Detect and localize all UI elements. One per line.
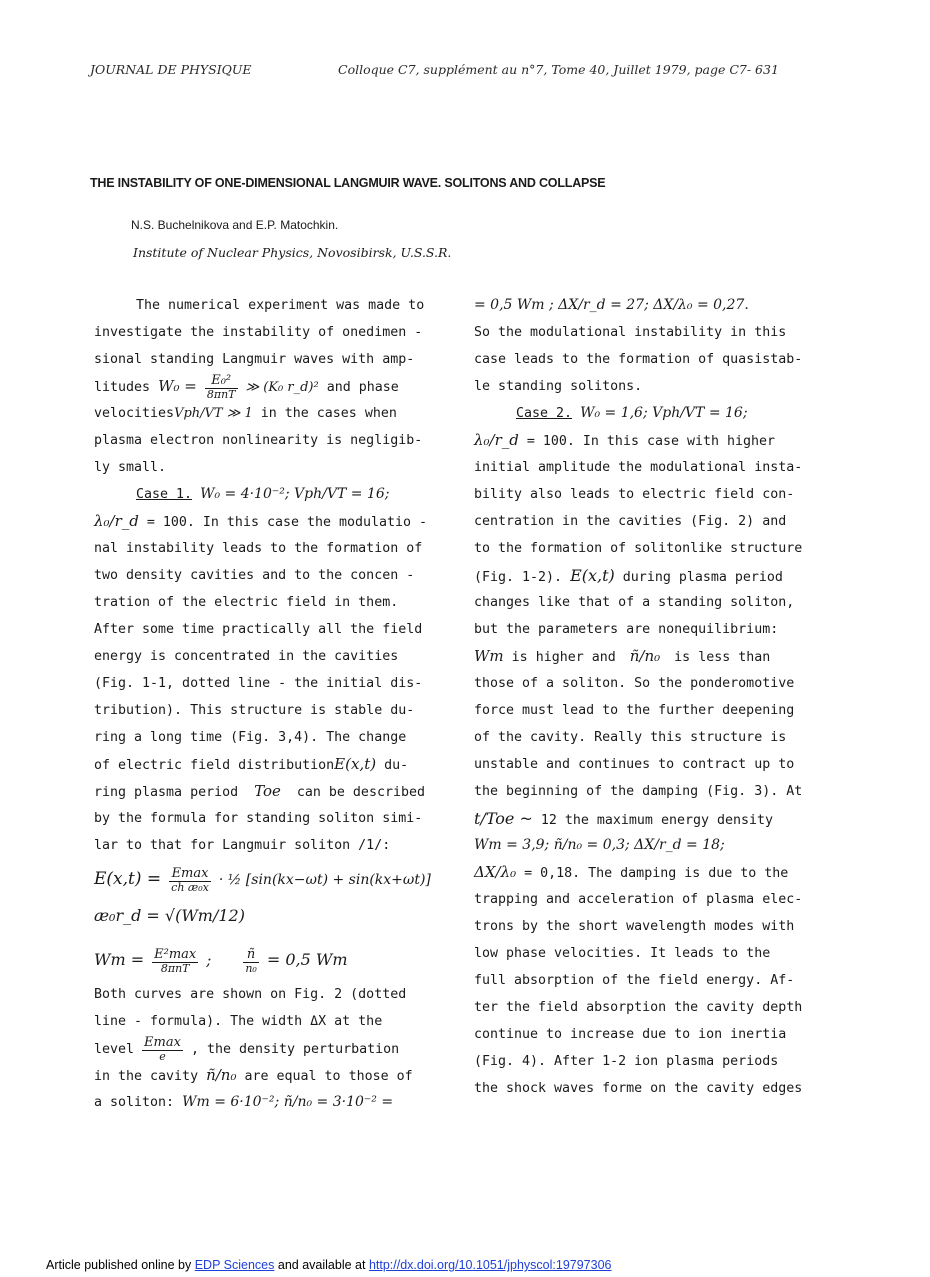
fraction-denominator: e (159, 1049, 166, 1063)
text-line (474, 427, 775, 454)
text-line: force must lead to the further deepening (474, 703, 795, 718)
doi-link[interactable]: http://dx.doi.org/10.1051/jphyscol:19797306 (368, 1258, 612, 1272)
case-1-parameters: W₀ = 4·10⁻²; Vph/VT = 16; (200, 486, 390, 502)
text-line (94, 373, 399, 400)
velocity-ratio: Vph/VT ≫ 1 (174, 406, 253, 421)
case-2-label: Case 2. (516, 406, 573, 421)
fraction-denominator: 8πnT (206, 387, 236, 401)
text-span: ring plasma period (94, 785, 239, 800)
text-line: but the parameters are nonequilibrium: (474, 622, 779, 637)
lambda-ratio: λ₀/r_d (94, 512, 139, 530)
formula-separator: ; (206, 951, 212, 969)
text-span: of electric field distribution (94, 758, 335, 773)
formula-lhs: E(x,t) = (94, 869, 162, 889)
text-line (474, 292, 749, 319)
text-span: = 100. In this case with higher (526, 434, 776, 449)
text-line: lar to that for Langmuir soliton /1/: (94, 838, 391, 853)
text-line: by the formula for standing soliton simi- (94, 811, 423, 826)
text-line: those of a soliton. So the ponderomotive (474, 676, 795, 691)
affiliation: Institute of Nuclear Physics, Novosibirsk, U.S.S.R. (133, 245, 452, 260)
formula-lhs: Wm = (94, 950, 145, 969)
text-line: (Fig. 1-1, dotted line - the initial dis- (94, 676, 423, 691)
text-line: bility also leads to electric field con- (474, 487, 795, 502)
fraction-numerator: Emax (144, 1034, 181, 1050)
text-line (474, 562, 783, 589)
formula-fraction (169, 867, 211, 893)
text-span: litudes (94, 380, 151, 395)
text-line: plasma electron nonlinearity is negligib- (94, 433, 423, 448)
fraction-denominator: ch æ₀x (171, 880, 209, 894)
text-line: of the cavity. Really this structure is (474, 730, 787, 745)
text-line: ter the field absorption the cavity depth (474, 1000, 803, 1015)
formula-rhs: = 0,5 Wm (266, 950, 348, 969)
fraction-numerator: E₀² (205, 374, 238, 389)
soliton-values: Wm = 6·10⁻²; ñ/n₀ = 3·10⁻² = (182, 1094, 394, 1110)
period-symbol: Toe (254, 782, 281, 800)
text-span: during plasma period (622, 570, 783, 585)
width-formula (94, 901, 245, 931)
text-line: changes like that of a standing soliton, (474, 595, 795, 610)
text-line: sional standing Langmuir waves with amp- (94, 352, 415, 367)
text-span: level (94, 1042, 135, 1057)
text-span: = 100. In this case the modulatio - (146, 515, 428, 530)
energy-density-symbol: Wm (474, 647, 504, 665)
text-line: case leads to the formation of quasistab- (474, 352, 803, 367)
text-span: 12 the maximum energy density (540, 813, 774, 828)
text-line: ring a long time (Fig. 3,4). The change (94, 730, 407, 745)
publication-footer (46, 1258, 611, 1272)
text-line (474, 859, 788, 886)
text-line: continue to increase due to ion inertia (474, 1027, 787, 1042)
colloque-reference: Colloque C7, supplément au n°7, Tome 40, Juillet 1979, page C7- 631 (338, 62, 779, 77)
text-line (94, 508, 427, 535)
text-line: initial amplitude the modulational insta- (474, 460, 803, 475)
text-line: tration of the electric field in them. (94, 595, 399, 610)
text-line: le standing solitons. (474, 379, 643, 394)
text-line: two density cavities and to the concen - (94, 568, 415, 583)
text-line (94, 778, 425, 805)
text-line (94, 751, 408, 778)
text-line: investigate the instability of onedimen - (94, 325, 423, 340)
text-line: trons by the short wavelength modes with (474, 919, 795, 934)
text-line: Both curves are shown on Fig. 2 (dotted (94, 987, 407, 1002)
text-line: tribution). This structure is stable du- (94, 703, 415, 718)
text-line: line - formula). The width ΔX at the (94, 1014, 383, 1029)
level-fraction (142, 1036, 183, 1062)
text-line (94, 1089, 393, 1116)
text-line (94, 1035, 399, 1065)
fraction-numerator: Emax (169, 867, 211, 882)
text-line: the shock waves forme on the cavity edges (474, 1081, 803, 1096)
paper-title: THE INSTABILITY OF ONE-DIMENSIONAL LANGMUIR WAVE. SOLITONS AND COLLAPSE (90, 176, 606, 190)
energy-formula (94, 938, 348, 982)
density-fraction (243, 948, 259, 974)
inequality: ≫ (K₀ r_d)² (245, 380, 319, 395)
journal-name: JOURNAL DE PHYSIQUE (90, 62, 252, 77)
text-line: the beginning of the damping (Fig. 3). At (474, 784, 803, 799)
formula-fraction (152, 948, 198, 974)
text-line (94, 1062, 413, 1089)
text-line: low phase velocities. It leads to the (474, 946, 771, 961)
publisher-link[interactable]: EDP Sciences (194, 1258, 275, 1272)
text-line: So the modulational instability in this (474, 325, 787, 340)
energy-fraction (205, 374, 238, 400)
footer-prefix: Article published online by (46, 1258, 192, 1272)
text-span: can be described (296, 785, 425, 800)
time-ratio: t/Toe ~ (474, 809, 533, 828)
text-span: is higher and (511, 650, 616, 665)
w0-symbol: W₀ = (158, 377, 197, 395)
text-line: trapping and acceleration of plasma elec- (474, 892, 803, 907)
text-span: du- (384, 758, 409, 773)
text-span: in the cavity (94, 1069, 199, 1084)
text-line: to the formation of solitonlike structure (474, 541, 803, 556)
text-line (94, 400, 397, 427)
text-line (136, 481, 389, 508)
density-ratio: ñ/n₀ (206, 1066, 237, 1084)
text-line: energy is concentrated in the cavities (94, 649, 399, 664)
soliton-formula (94, 859, 431, 899)
text-line (516, 400, 748, 427)
text-line: (Fig. 4). After 1-2 ion plasma periods (474, 1054, 779, 1069)
text-span: in the cases when (260, 406, 397, 421)
field-symbol: E(x,t) (570, 566, 615, 585)
text-line: unstable and continues to contract up to (474, 757, 795, 772)
text-span: velocities (94, 406, 175, 421)
text-line: nal instability leads to the formation of (94, 541, 423, 556)
case-1-label: Case 1. (136, 487, 193, 502)
formula-rhs: · ½ [sin(kx−ωt) + sin(kx+ωt)] (218, 872, 431, 888)
text-span: a soliton: (94, 1095, 175, 1110)
fraction-numerator: E²max (154, 946, 197, 962)
text-line: After some time practically all the field (94, 622, 423, 637)
width-ratio: ΔX/λ₀ (474, 863, 517, 881)
text-line (474, 805, 773, 832)
fraction-numerator: ñ (243, 948, 259, 963)
formula-text: æ₀r_d = √(Wm/12) (94, 906, 245, 925)
case-2-results: Wm = 3,9; ñ/n₀ = 0,3; ΔX/r_d = 18; (474, 837, 725, 853)
density-ratio: ñ/n₀ (629, 647, 661, 665)
text-line: centration in the cavities (Fig. 2) and (474, 514, 787, 529)
soliton-values-cont: = 0,5 Wm ; ΔX/r_d = 27; ΔX/λ₀ = 0,27. (474, 297, 749, 313)
text-span: , the density perturbation (190, 1042, 400, 1057)
text-span: are equal to those of (244, 1069, 413, 1084)
field-symbol: E(x,t) (334, 755, 377, 773)
text-span: is less than (674, 650, 771, 665)
text-line (474, 832, 725, 859)
lambda-ratio: λ₀/r_d (474, 431, 519, 449)
fraction-denominator: n₀ (245, 961, 257, 975)
text-line: ly small. (94, 460, 167, 475)
footer-middle: and available at (277, 1258, 366, 1272)
text-line (474, 643, 770, 670)
text-span: (Fig. 1-2). (474, 570, 563, 585)
case-2-parameters: W₀ = 1,6; Vph/VT = 16; (580, 405, 748, 421)
authors: N.S. Buchelnikova and E.P. Matochkin. (131, 218, 339, 232)
text-line: full absorption of the field energy. Af- (474, 973, 795, 988)
text-span: = 0,18. The damping is due to the (524, 866, 789, 881)
text-line: The numerical experiment was made to (136, 298, 425, 313)
fraction-denominator: 8πnT (160, 961, 190, 975)
text-span: and phase (326, 380, 399, 395)
